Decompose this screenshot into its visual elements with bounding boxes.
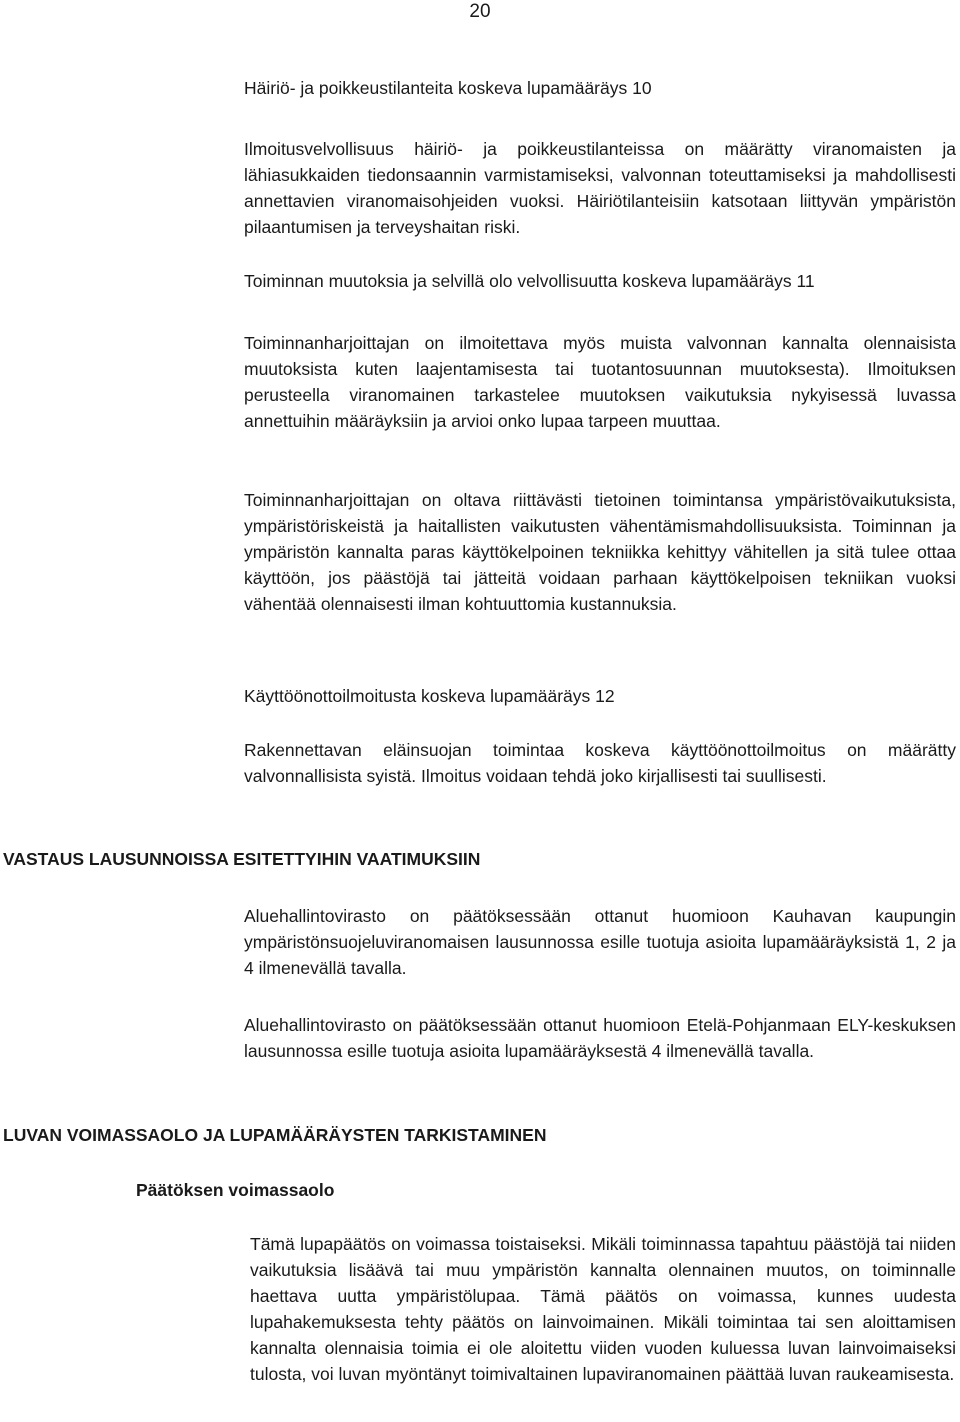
heading-lupamaarays-11: Toiminnan muutoksia ja selvillä olo velvollisuutta koskeva lupamääräys 11 <box>244 271 815 291</box>
paragraph-lupamaarays-11-b: Toiminnanharjoittajan on oltava riittävästi tietoinen toimintansa ympäristövaikutuksista, ympäristöriskeistä ja haitallisten vaikutusten vähentämismahdollisuuksista. Toiminnan ja ympäristön kannalta paras käyttökelpoinen tekniikka kehittyy vähitellen ja sitä tulee ottaa käyttöön, jos päästöjä tai jätteitä voidaan parhaan käyttökelpoisen tekniikan vuoksi vähentää olennaisesti ilman kohtuuttomia kustannuksia. <box>244 490 956 614</box>
heading-lupamaarays-12: Käyttöönottoilmoitusta koskeva lupamääräys 12 <box>244 686 615 706</box>
heading-lupamaarays-10: Häiriö- ja poikkeustilanteita koskeva lupamääräys 10 <box>244 78 652 98</box>
paragraph-vastaus-2: Aluehallintovirasto on päätöksessään ottanut huomioon Etelä-Pohjanmaan ELY-keskuksen lausunnossa esille tuotuja asioita lupamääräyksestä 4 ilmenevällä tavalla. <box>244 1015 956 1061</box>
subheading-paatoksen-voimassaolo: Päätöksen voimassaolo <box>136 1180 335 1200</box>
section-heading-vastaus: VASTAUS LAUSUNNOISSA ESITETTYIHIN VAATIMUKSIIN <box>3 849 481 869</box>
paragraph-lupamaarays-10: Ilmoitusvelvollisuus häiriö- ja poikkeustilanteissa on määrätty viranomaisten ja lähiasukkaiden tiedonsaannin varmistamiseksi, valvonnan toteuttamiseksi ja mahdollisesti annettavien viranomaisohjeiden vuoksi. Häiriötilanteisiin katsotaan liittyvän ympäristön pilaantumisen ja terveyshaitan riski. <box>244 139 956 237</box>
paragraph-vastaus-1: Aluehallintovirasto on päätöksessään ottanut huomioon Kauhavan kaupungin ympäristönsuojeluviranomaisen lausunnossa esille tuotuja asioita lupamääräyksistä 1, 2 ja 4 ilmenevällä tavalla. <box>244 906 956 978</box>
section-heading-voimassaolo: LUVAN VOIMASSAOLO JA LUPAMÄÄRÄYSTEN TARKISTAMINEN <box>3 1125 547 1145</box>
page-number: 20 <box>469 1 491 22</box>
paragraph-lupamaarays-11-a: Toiminnanharjoittajan on ilmoitettava myös muista valvonnan kannalta olennaisista muutoksista kuten laajentamisesta tai tuotantosuunnan muutoksesta). Ilmoituksen perusteella viranomainen tarkastelee muutoksen vaikutuksia nykyisessä luvassa annettuihin määräyksiin ja arvioi onko lupaa tarpeen muuttaa. <box>244 333 956 431</box>
paragraph-lupamaarays-12: Rakennettavan eläinsuojan toimintaa koskeva käyttöönottoilmoitus on määrätty valvonnallisista syistä. Ilmoitus voidaan tehdä joko kirjallisesti tai suullisesti. <box>244 740 956 786</box>
paragraph-paatoksen-voimassaolo: Tämä lupapäätös on voimassa toistaiseksi. Mikäli toiminnassa tapahtuu päästöjä tai niiden vaikutuksia lisäävä tai muu ympäristön kannalta olennainen muutos, on toiminnalle haettava uutta ympäristölupaa. Tämä päätös on voimassa, kunnes uudesta lupahakemuksesta tehty päätös on lainvoimainen. Mikäli toimintaa tai sen aloittamisen kannalta olennaisia toimia ei ole aloitettu viiden vuoden kuluessa luvan lainvoimaiseksi tulosta, voi luvan myöntänyt toimivaltainen lupaviranomainen päättää luvan raukeamisesta. <box>250 1234 956 1384</box>
